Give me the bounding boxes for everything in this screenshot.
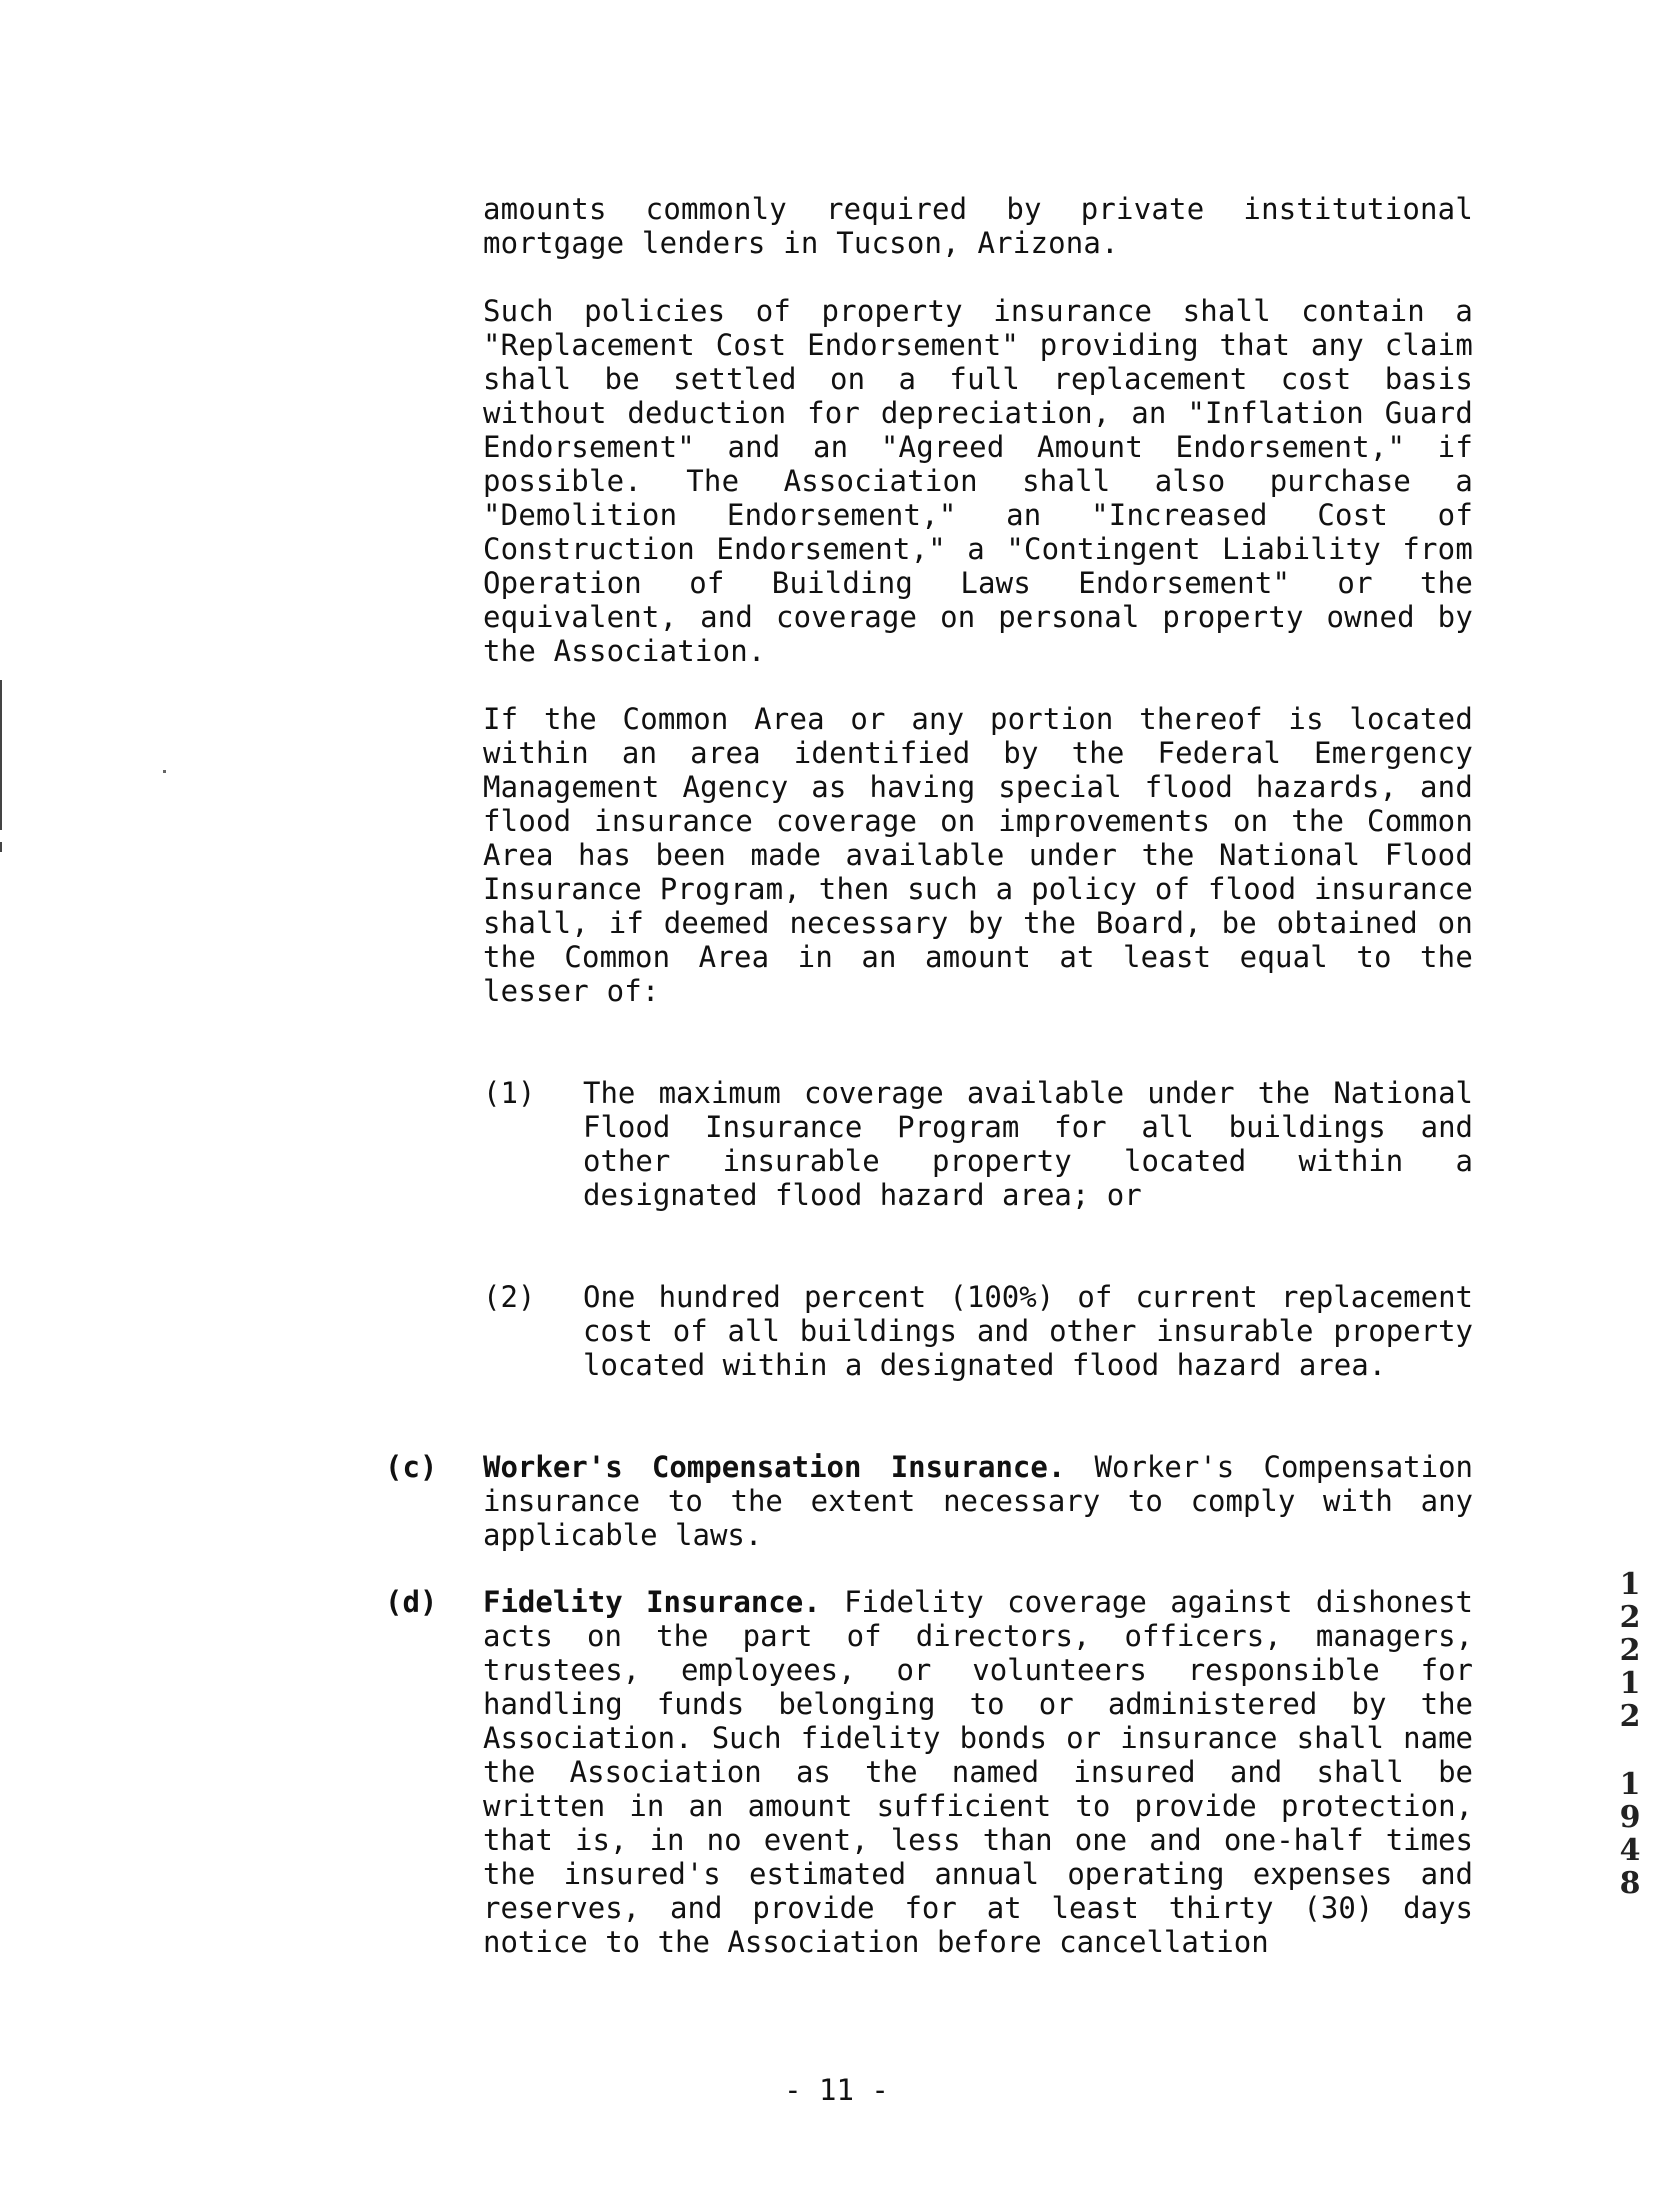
stamp-digit: 1 [1619, 1666, 1641, 1701]
stamp-digit: 2 [1619, 1699, 1641, 1734]
paragraph-3 [483, 702, 1473, 1008]
paragraph-1 [483, 192, 1473, 260]
section-c-body [483, 1450, 1473, 1552]
scan-artifact-tick [0, 842, 2, 852]
scan-artifact-bar [0, 680, 2, 830]
list-item-2-number: (2) [483, 1280, 536, 1314]
section-c-text: Worker's Compensation insurance to the extent necessary to comply with any applicable laws. [483, 1450, 1473, 1552]
page-number: - 11 - [784, 2073, 889, 2107]
list-item-1-number: (1) [483, 1076, 536, 1110]
paragraph-2-text: Such policies of property insurance shall contain a "Replacement Cost Endorsement" providing that any claim shall be settled on a full replacement cost basis without deduction for depreciation, an "Inflation Guard Endorsement" and an "Agreed Amount Endorsement," if possible. The Association shall also purchase a "Demolition Endorsement," an "Increased Cost of Construction Endorsement," a "Contingent Liability from Operation of Building Laws Endorsement" or the equivalent, and coverage on personal property owned by the Association. [483, 294, 1473, 668]
stamp-digit: 1 [1619, 1567, 1641, 1602]
section-d-text: Fidelity coverage against dishonest acts on the part of directors, officers, managers, trustees, employees, or volunteers responsible for handling funds belonging to or administered by the Association. Such fidelity bonds or insurance shall name the Association as the named insured and shall be written in an amount sufficient to provide protection, that is, in no event, less than one and one-half times the insured's estimated annual operating expenses and reserves, and provide for at least thirty (30) days notice to the Association before cancellation [483, 1585, 1474, 1959]
section-c-heading: Worker's Compensation Insurance. [483, 1450, 1066, 1484]
list-item-2-text: One hundred percent (100%) of current replacement cost of all buildings and other insurable property located within a designated flood hazard area. [583, 1280, 1473, 1382]
section-c-letter: (c) [385, 1450, 438, 1484]
stamp-digit: 2 [1619, 1633, 1641, 1668]
stamp-digit: 9 [1619, 1800, 1641, 1835]
section-d-body [483, 1585, 1473, 1959]
stamp-digit: 4 [1619, 1833, 1641, 1868]
paragraph-2 [483, 294, 1473, 668]
section-d-letter: (d) [385, 1585, 438, 1619]
paragraph-3-text: If the Common Area or any portion thereof is located within an area identified by the Federal Emergency Management Agency as having special flood hazards, and flood insurance coverage on improvements on the Common Area has been made available under the National Flood Insurance Program, then such a policy of flood insurance shall, if deemed necessary by the Board, be obtained on the Common Area in an amount at least equal to the lesser of: [483, 702, 1473, 1008]
paragraph-1-text: amounts commonly required by private institutional mortgage lenders in Tucson, Arizona. [483, 192, 1473, 260]
recording-stamp-top [1610, 1568, 1650, 1733]
stamp-digit: 1 [1619, 1767, 1641, 1802]
stamp-digit: 2 [1619, 1600, 1641, 1635]
section-d-heading: Fidelity Insurance. [483, 1585, 821, 1619]
scan-artifact-dot [163, 770, 166, 773]
stamp-digit: 8 [1619, 1866, 1641, 1901]
list-item-1-text: The maximum coverage available under the National Flood Insurance Program for all buildings and other insurable property located within a designated flood hazard area; or [583, 1076, 1473, 1212]
recording-stamp-bottom [1610, 1768, 1650, 1900]
